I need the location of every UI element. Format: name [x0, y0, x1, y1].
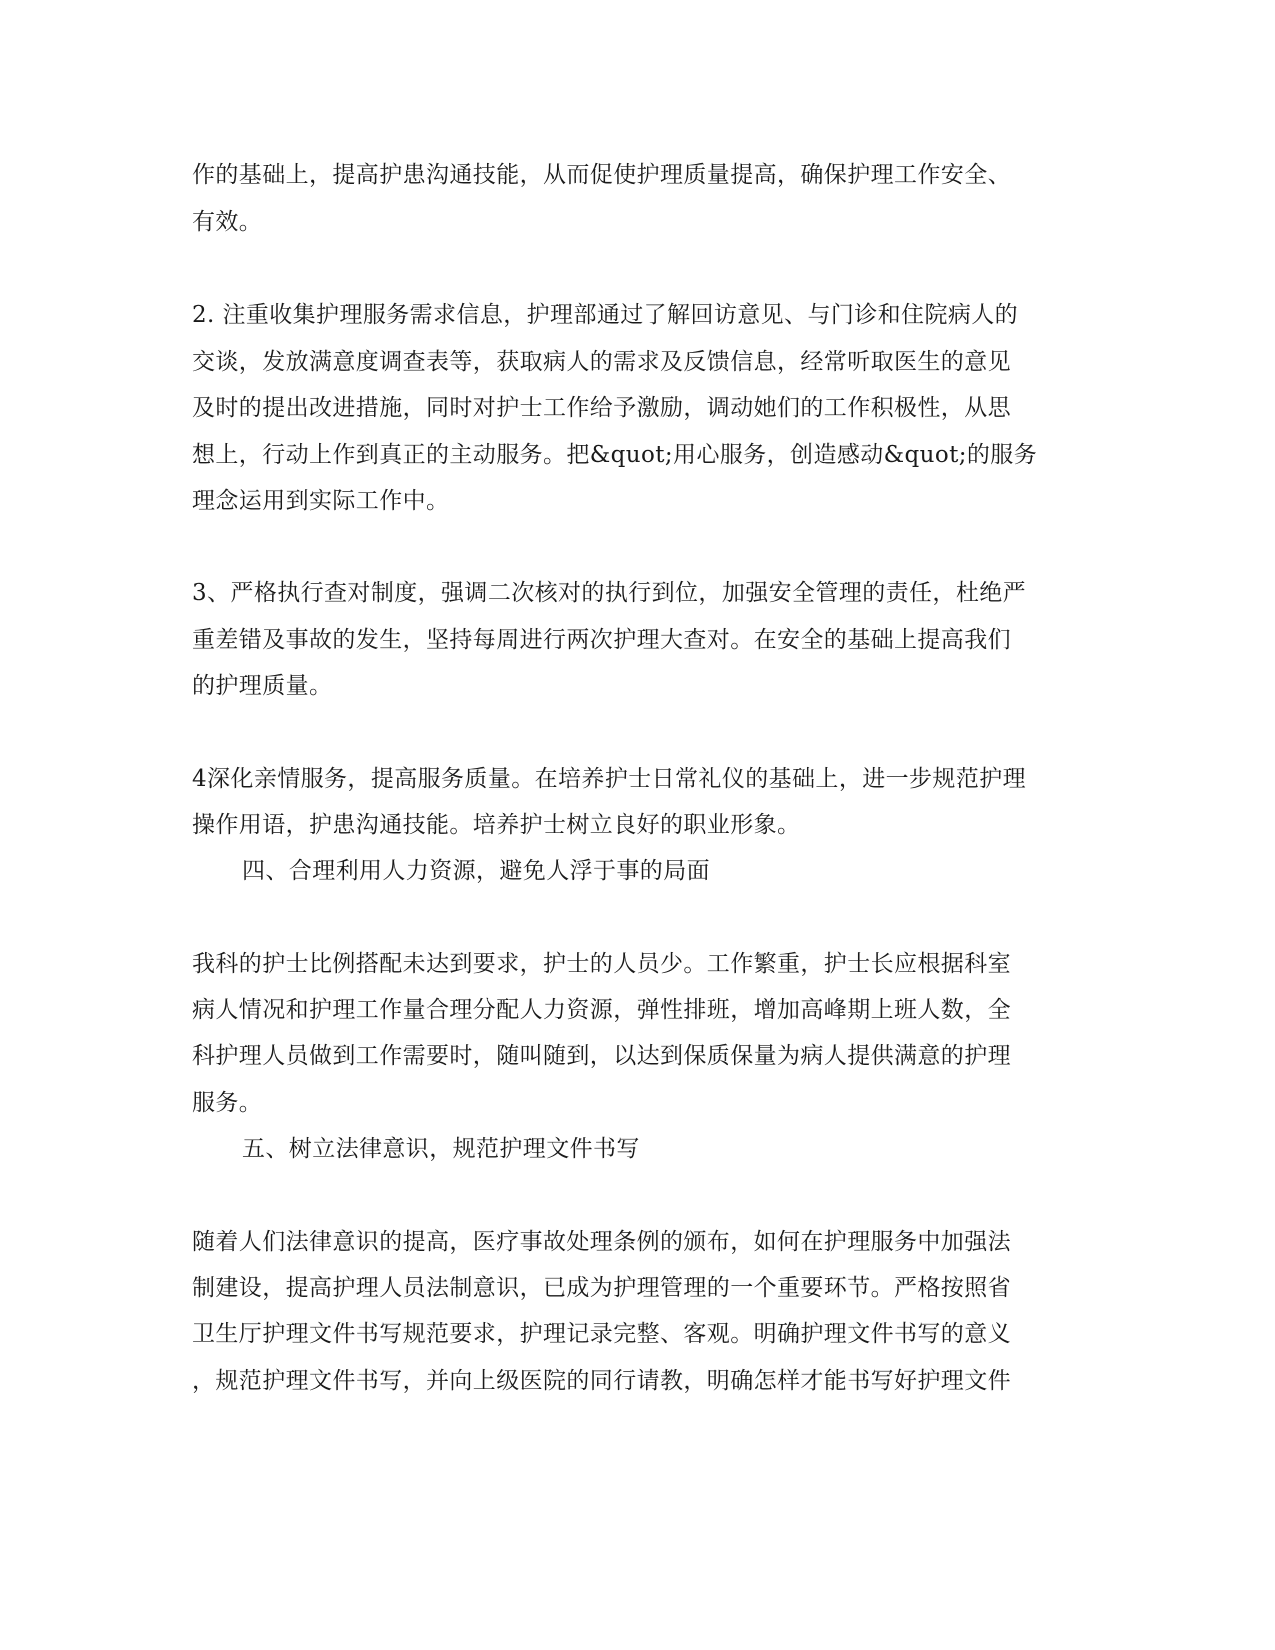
paragraph-line: 4深化亲情服务，提高服务质量。在培养护士日常礼仪的基础上，进一步规范护理: [192, 766, 1027, 792]
paragraph-line: 服务。: [192, 1090, 263, 1116]
paragraph-line: 操作用语，护患沟通技能。培养护士树立良好的职业形象。: [192, 812, 801, 838]
paragraph-line: 病人情况和护理工作量合理分配人力资源，弹性排班，增加高峰期上班人数，全: [192, 997, 1011, 1023]
paragraph-line: ，规范护理文件书写，并向上级医院的同行请教，明确怎样才能书写好护理文件: [192, 1368, 1011, 1394]
paragraph-line: 我科的护士比例搭配未达到要求，护士的人员少。工作繁重，护士长应根据科室: [192, 951, 1011, 977]
paragraph-line: 及时的提出改进措施，同时对护士工作给予激励，调动她们的工作积极性，从思: [192, 395, 1011, 421]
section-heading: 五、树立法律意识，规范护理文件书写: [242, 1136, 640, 1162]
paragraph-line: 的护理质量。: [192, 673, 333, 699]
paragraph-line: 2. 注重收集护理服务需求信息，护理部通过了解回访意见、与门诊和住院病人的: [192, 302, 1019, 328]
paragraph-line: 有效。: [192, 209, 263, 235]
paragraph-line: 理念运用到实际工作中。: [192, 488, 450, 514]
paragraph-line: 3、严格执行查对制度，强调二次核对的执行到位，加强安全管理的责任，杜绝严: [192, 580, 1027, 606]
paragraph-line: 交谈，发放满意度调查表等，获取病人的需求及反馈信息，经常听取医生的意见: [192, 349, 1011, 375]
paragraph-line: 想上，行动上作到真正的主动服务。把&quot;用心服务，创造感动&quot;的服务: [192, 442, 1038, 468]
paragraph-line: 制建设，提高护理人员法制意识，已成为护理管理的一个重要环节。严格按照省: [192, 1275, 1011, 1301]
paragraph-line: 科护理人员做到工作需要时，随叫随到，以达到保质保量为病人提供满意的护理: [192, 1043, 1011, 1069]
paragraph-line: 作的基础上，提高护患沟通技能，从而促使护理质量提高，确保护理工作安全、: [192, 162, 1011, 188]
paragraph-line: 卫生厅护理文件书写规范要求，护理记录完整、客观。明确护理文件书写的意义: [192, 1321, 1011, 1347]
paragraph-line: 随着人们法律意识的提高，医疗事故处理条例的颁布，如何在护理服务中加强法: [192, 1229, 1011, 1255]
section-heading: 四、合理利用人力资源，避免人浮于事的局面: [242, 858, 710, 884]
paragraph-line: 重差错及事故的发生，坚持每周进行两次护理大查对。在安全的基础上提高我们: [192, 627, 1011, 653]
